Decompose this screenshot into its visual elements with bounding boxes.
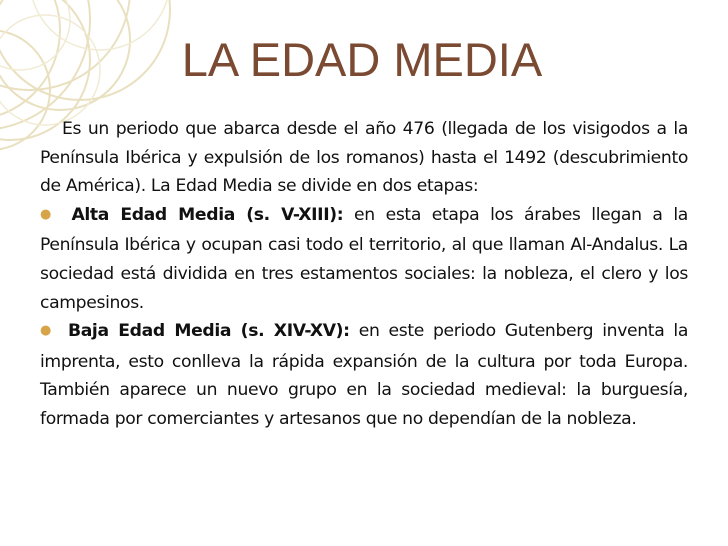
slide-title: LA EDAD MEDIA bbox=[181, 33, 543, 86]
intro-paragraph: Es un periodo que abarca desde el año 476 (llegada de los visigodos a la Península Ibérica y expulsión de los romanos) hasta el 1492 (descubrimiento de América). La Edad Media se divide en dos etapas: bbox=[40, 119, 688, 197]
bullet-item-baja-edad-media bbox=[40, 317, 688, 433]
bullet-text: en este periodo Gutenberg inventa la imprenta, esto conlleva la rápida expansión de la cultura por toda Europa. También aparece un nuevo grupo en la sociedad medieval: la burguesía, formada por comerciantes y artesanos que no dependían de la nobleza. bbox=[40, 321, 688, 429]
bullet-heading: Baja Edad Media (s. XIV-XV): bbox=[67, 321, 350, 342]
bullet-icon: ● bbox=[40, 323, 55, 339]
bullet-text: en esta etapa los árabes llegan a la Península Ibérica y ocupan casi todo el territorio, al que llaman Al-Andalus. La sociedad está dividida en tres estamentos sociales: la nobleza, el clero y los campesinos. bbox=[40, 204, 688, 313]
slide-body bbox=[40, 115, 688, 434]
bullet-heading: Alta Edad Media (s. V-XIII): bbox=[71, 204, 344, 225]
bullet-icon: ● bbox=[40, 206, 57, 222]
bullet-item-alta-edad-media bbox=[40, 201, 688, 317]
